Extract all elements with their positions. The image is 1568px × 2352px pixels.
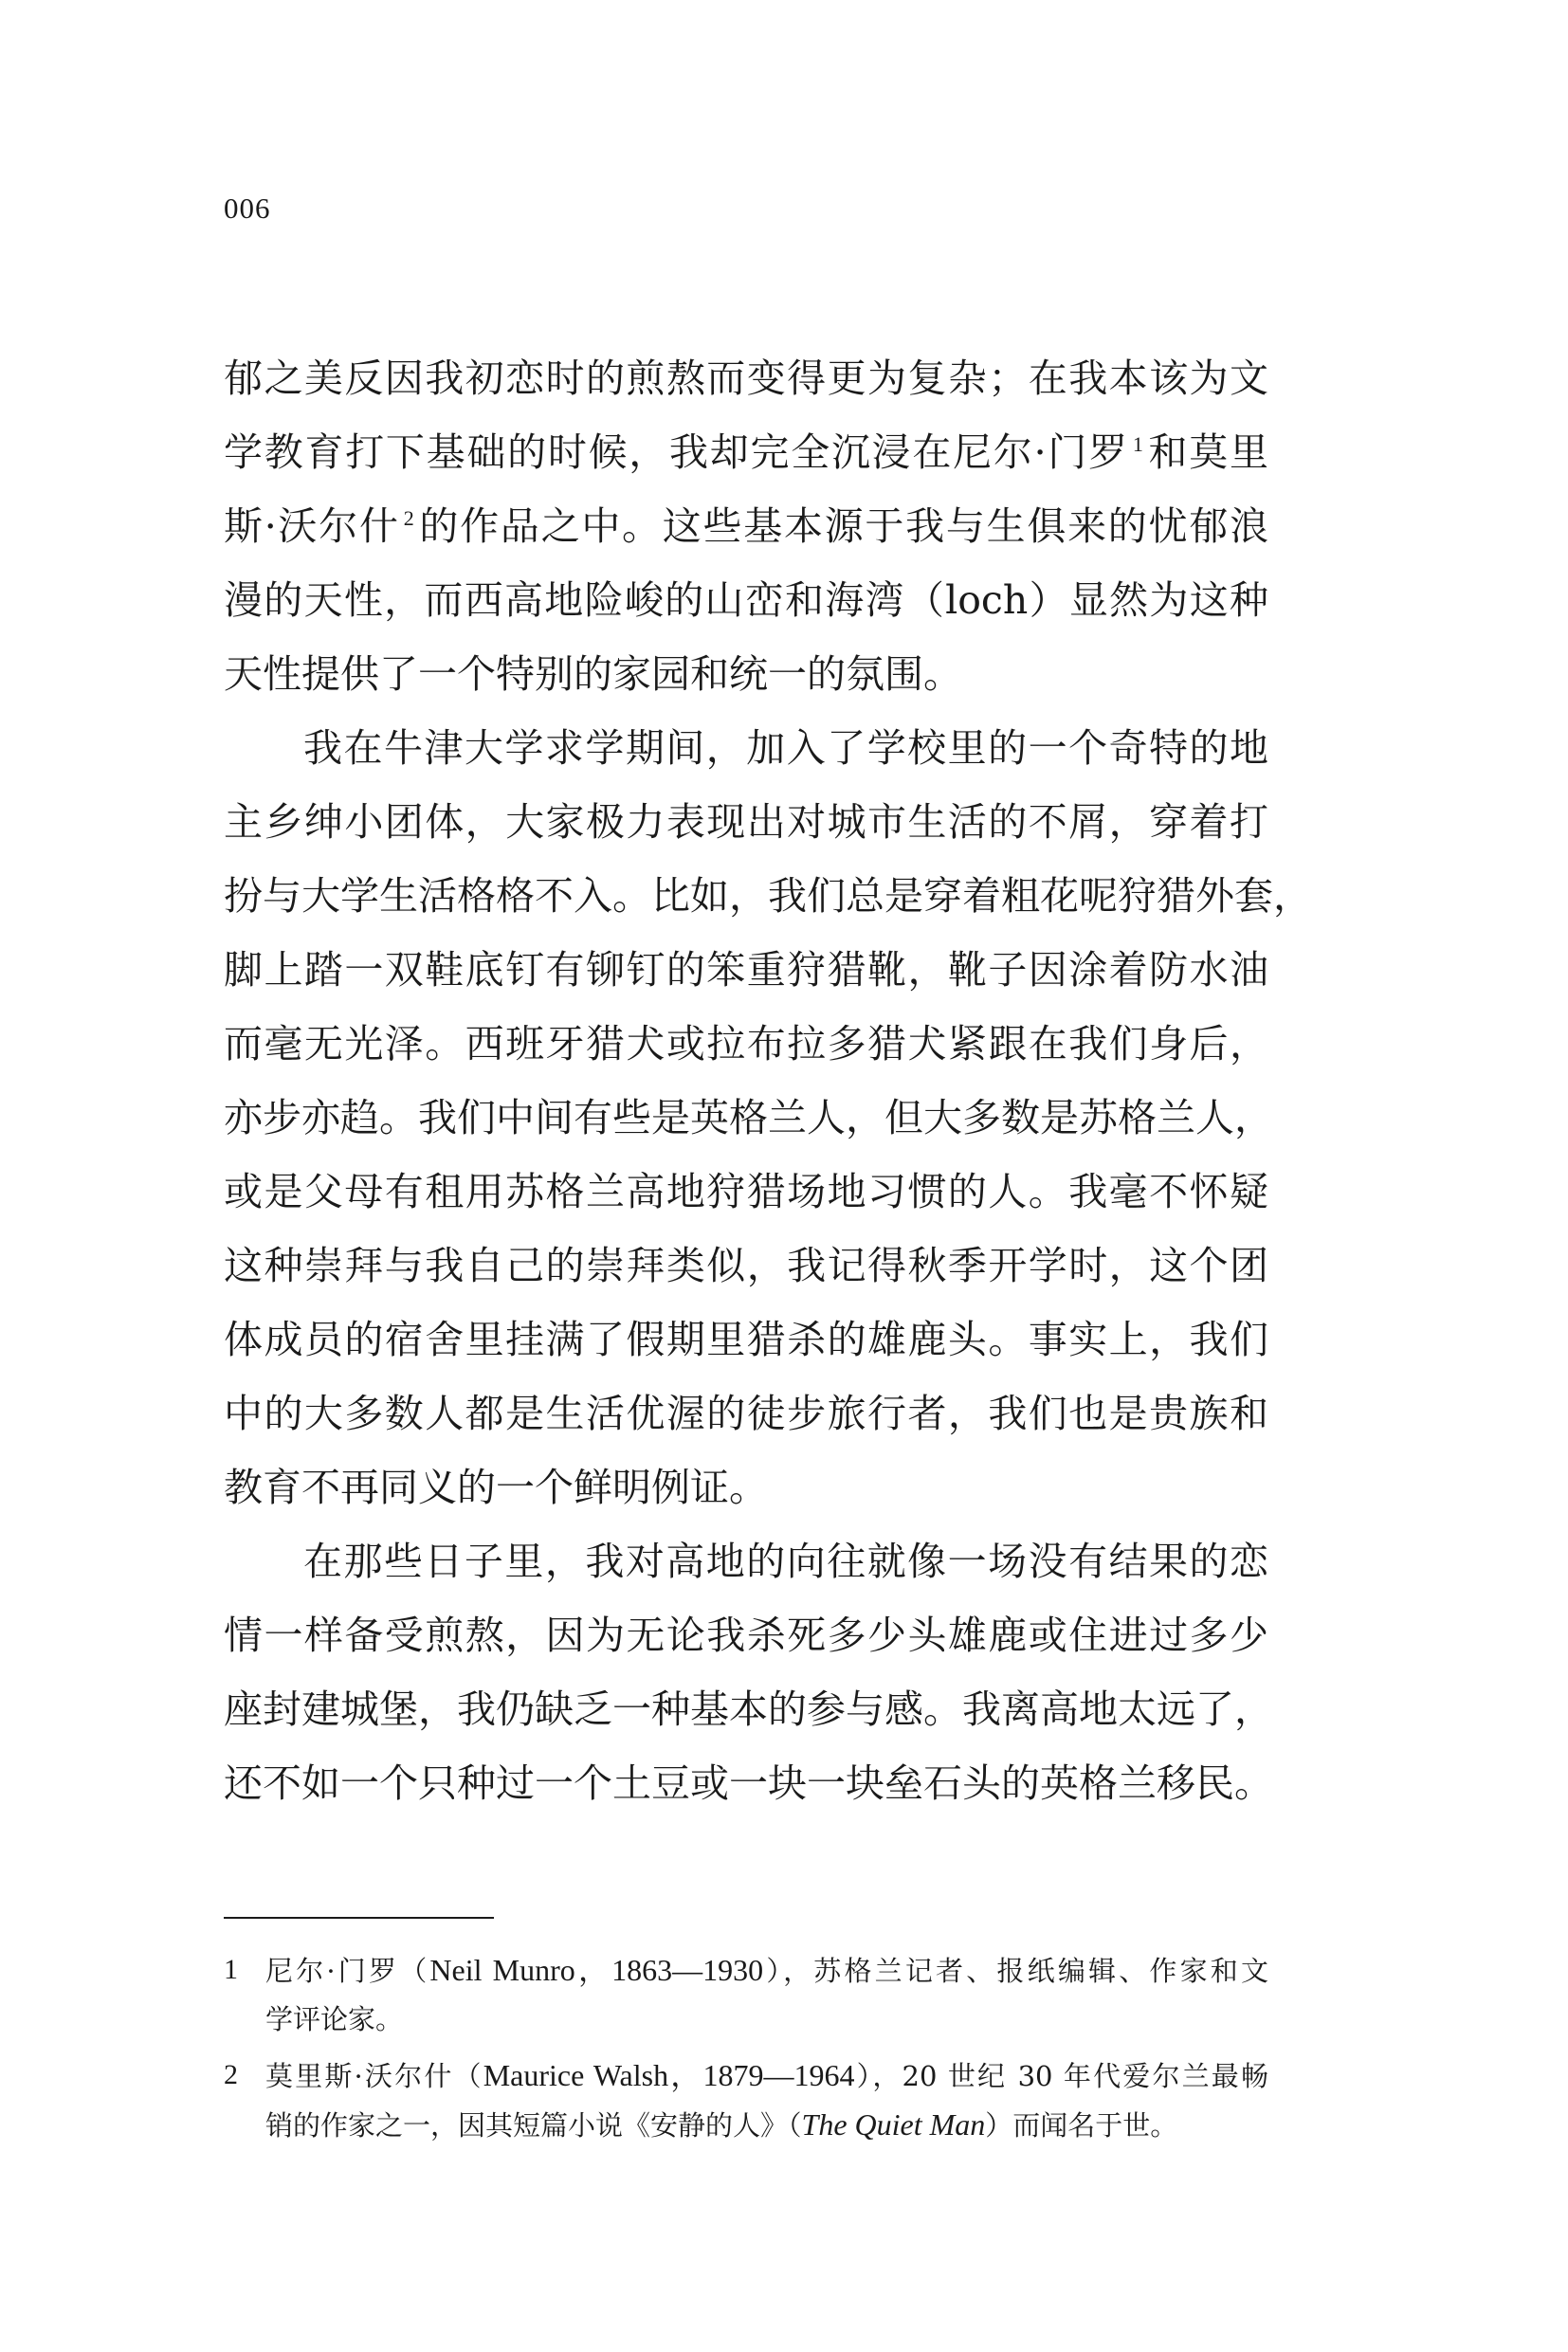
body-line [224, 1157, 1268, 1227]
page-number: 006 [224, 191, 271, 225]
body-line [224, 491, 1268, 561]
body-line [224, 1452, 1268, 1522]
body-line [224, 1378, 1268, 1449]
body-line [224, 1009, 1268, 1079]
body-text: 扮与大学生活格格不入。比如，我们总是穿着粗花呢狩猎外套， [224, 873, 1312, 919]
footnote-number: 2 [224, 2059, 238, 2090]
body-text: 漫的天性，而西高地险峻的山峦和海湾（loch）显然为这种 [224, 577, 1268, 623]
footnote-divider [224, 1917, 494, 1919]
body-line [224, 861, 1312, 931]
footnote-line [265, 2101, 1268, 2148]
body-line [224, 787, 1268, 857]
body-line [224, 639, 1268, 709]
body-text: 座封建城堡，我仍缺乏一种基本的参与感。我离高地太远了， [224, 1687, 1273, 1732]
body-text: 这种崇拜与我自己的崇拜类似，我记得秋季开学时，这个团 [224, 1243, 1268, 1288]
body-text: 郁之美反因我初恋时的煎熬而变得更为复杂；在我本该为文 [224, 356, 1268, 401]
footnote-line [265, 2051, 1268, 2099]
body-line [224, 1304, 1268, 1375]
body-text: 主乡绅小团体，大家极力表现出对城市生活的不屑，穿着打 [224, 799, 1268, 845]
body-text: 的作品之中。这些基本源于我与生俱来的忧郁浪 [417, 503, 1268, 549]
body-text: 学教育打下基础的时候，我却完全沉浸在尼尔·门罗 [224, 429, 1129, 475]
body-text: 中的大多数人都是生活优渥的徒步旅行者，我们也是贵族和 [224, 1391, 1268, 1436]
body-text: 在那些日子里，我对高地的向往就像一场没有结果的恋 [303, 1539, 1268, 1584]
footnote-text: ）而闻名于世。 [985, 2109, 1178, 2142]
footnote-text: 尼尔·门罗（ [265, 1955, 430, 1987]
footnote-text: ），苏格兰记者、报纸编辑、作家和文 [763, 1955, 1268, 1987]
footnote-latin: Neil Munro，1863—1930 [429, 1953, 764, 1987]
footnote-line [265, 1996, 1268, 2043]
footnote-text: 销的作家之一，因其短篇小说《安静的人》（ [265, 2109, 802, 2142]
body-line [224, 343, 1268, 413]
body-text: 亦步亦趋。我们中间有些是英格兰人，但大多数是苏格兰人， [224, 1095, 1273, 1140]
body-line [224, 713, 1268, 783]
body-text: 而毫无光泽。西班牙猎犬或拉布拉多猎犬紧跟在我们身后， [224, 1021, 1268, 1067]
body-line [224, 935, 1268, 1005]
body-text: 体成员的宿舍里挂满了假期里猎杀的雄鹿头。事实上，我们 [224, 1317, 1268, 1362]
body-text: 脚上踏一双鞋底钉有铆钉的笨重狩猎靴，靴子因涂着防水油 [224, 947, 1268, 993]
body-line [224, 1674, 1273, 1744]
body-text: 教育不再同义的一个鲜明例证。 [224, 1465, 768, 1510]
footnote-ref-1[interactable]: 1 [1132, 432, 1143, 457]
body-line [224, 1526, 1268, 1596]
body-text: 天性提供了一个特别的家园和统一的氛围。 [224, 651, 962, 697]
footnote-number: 1 [224, 1954, 238, 1985]
footnote-book-title: The Quiet Man [801, 2107, 986, 2142]
body-text: 和莫里 [1146, 429, 1269, 475]
body-text: 斯·沃尔什 [224, 503, 400, 549]
footnote-line [265, 1946, 1268, 1994]
body-line [224, 1083, 1273, 1153]
body-text: 情一样备受煎熬，因为无论我杀死多少头雄鹿或住进过多少 [224, 1613, 1268, 1658]
body-text: 或是父母有租用苏格兰高地狩猎场地习惯的人。我毫不怀疑 [224, 1169, 1268, 1214]
body-line [224, 565, 1268, 635]
footnote-text: 莫里斯·沃尔什（ [265, 2060, 483, 2092]
footnote-latin: Maurice Walsh，1879—1964 [483, 2058, 855, 2092]
body-text: 还不如一个只种过一个土豆或一块一块垒石头的英格兰移民。 [224, 1760, 1273, 1806]
body-line [224, 1600, 1268, 1670]
body-line [224, 1748, 1273, 1818]
footnote-text: 学评论家。 [265, 2003, 404, 2035]
body-line [224, 1231, 1268, 1301]
footnote-ref-2[interactable]: 2 [403, 506, 414, 531]
body-text: 我在牛津大学求学期间，加入了学校里的一个奇特的地 [303, 725, 1268, 771]
body-line [224, 417, 1268, 487]
footnote-text: ），20 世纪 30 年代爱尔兰最畅 [854, 2060, 1268, 2092]
